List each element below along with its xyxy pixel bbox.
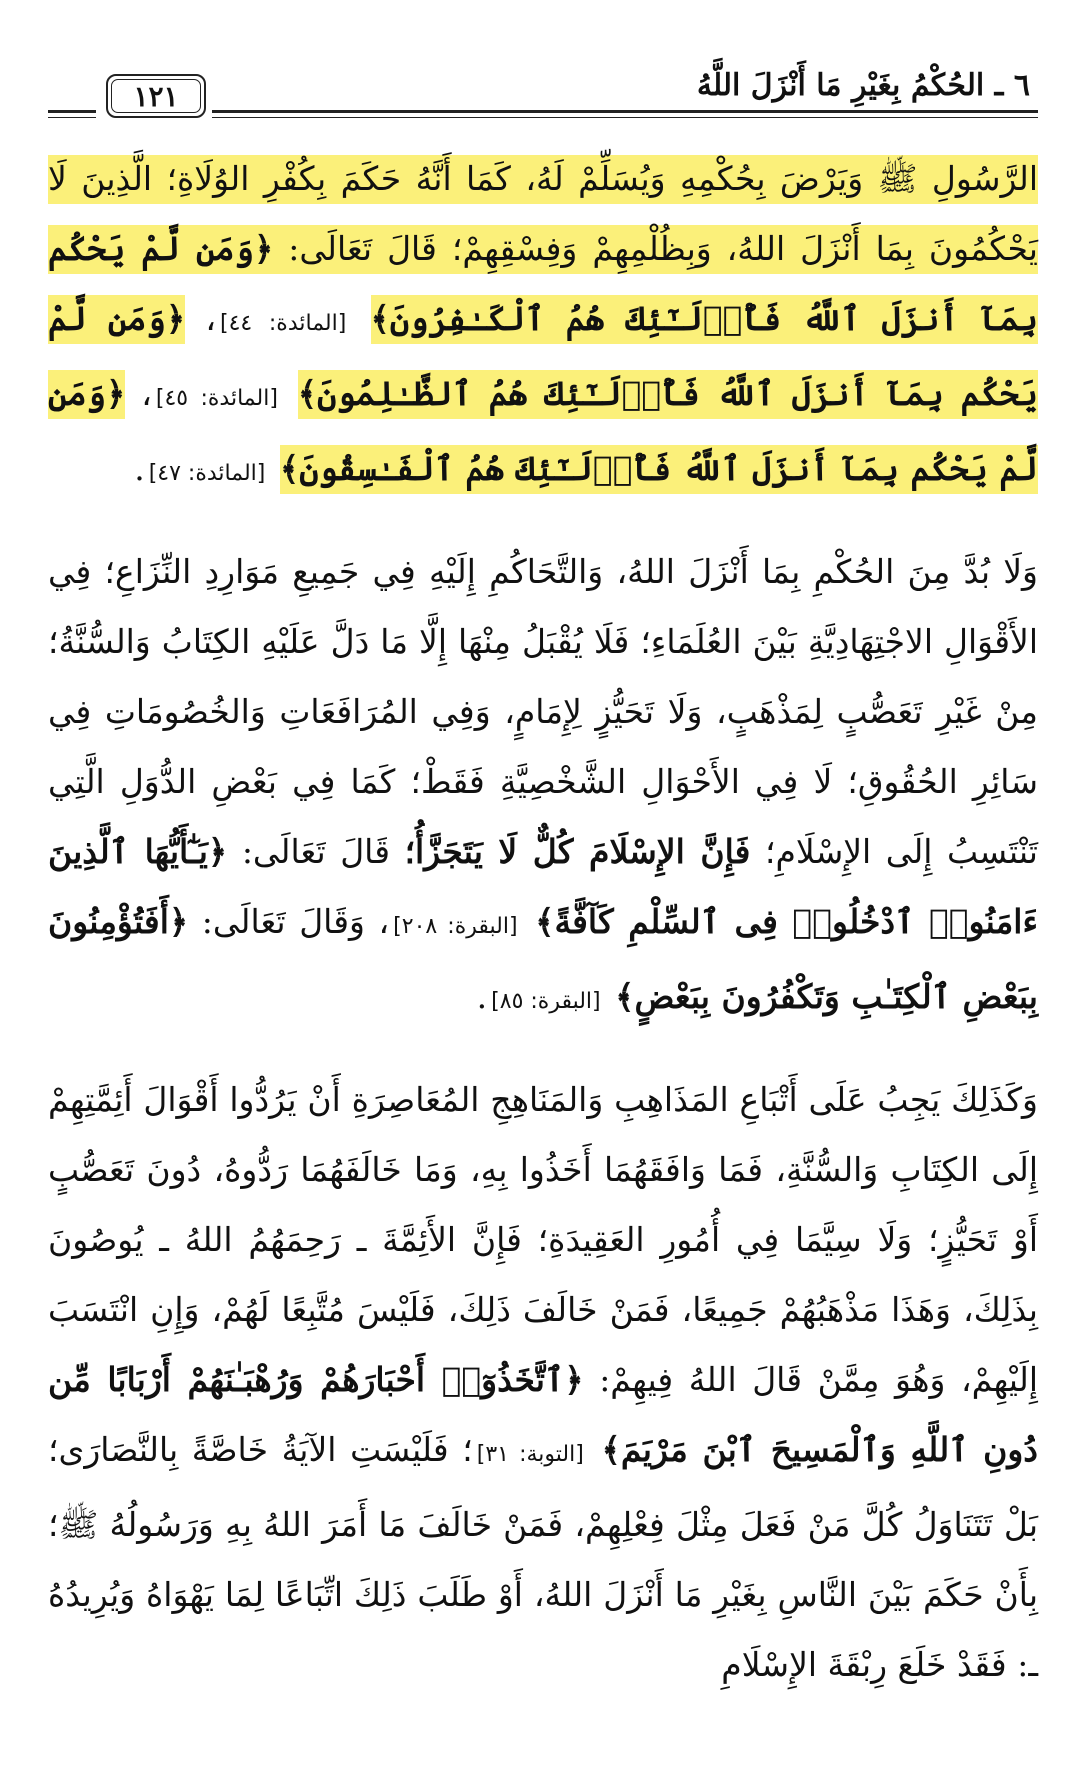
paragraph-text: وَقَالَ تَعَالَى: — [201, 902, 365, 941]
quran-verse: ﴿وَمَن لَّمْ يَحْكُم بِمَآ أَنزَلَ ٱللَّهُ فَأُو۟لَـٰٓئِكَ هُمُ ٱلْكَـٰفِرُونَ﴾ — [48, 229, 1038, 338]
quran-verse: ﴿وَمَن لَّمْ يَحْكُم بِمَآ أَنزَلَ ٱللَّهُ فَأُو۟لَـٰٓئِكَ هُمُ ٱلْفَـٰسِقُونَ﴾ — [48, 374, 1038, 488]
page-number-frame — [106, 74, 206, 118]
paragraph-text: الرَّسُولِ ﷺ وَيَرْضَ بِحُكْمِهِ وَيُسَلِّمْ لَهُ، كَمَا أَنَّهُ حَكَمَ بِكُفْرِ الوُلَاةِ؛ الَّذِينَ لَا يَحْكُمُونَ بِمَا أَنْزَلَ اللهُ، وَبِظُلْمِهِمْ وَفِسْقِهِمْ؛ قَالَ تَعَالَى: — [48, 159, 1038, 268]
paragraph-text: قَالَ تَعَالَى: — [241, 832, 391, 871]
paragraph-3 — [48, 1065, 1038, 1700]
verse-reference: [المائدة: ٤٧] — [148, 461, 266, 486]
quran-verse: ﴿وَمَن لَّمْ يَحْكُم بِمَآ أَنزَلَ ٱللَّهُ فَأُو۟لَـٰٓئِكَ هُمُ ٱلظَّـٰلِمُونَ﴾ — [48, 299, 1039, 413]
paragraph-text: وَكَذَلِكَ يَجِبُ عَلَى أَتْبَاعِ المَذَاهِبِ وَالمَنَاهِجِ المُعَاصِرَةِ أَنْ يَرُدُّوا أَقْوَالَ أَئِمَّتِهِمْ إِلَى الكِتَابِ وَالسُّنَّةِ، فَمَا وَافَقَهُمَا أَخَذُوا بِهِ، وَمَا خَالَفَهُمَا رَدُّوهُ، دُونَ تَعَصُّبٍ أَوْ تَحَيُّزٍ؛ وَلَا سِيَّمَا فِي أُمُورِ العَقِيدَةِ؛ فَإِنَّ الأَئِمَّةَ ـ رَحِمَهُمُ اللهُ ـ يُوصُونَ بِذَلِكَ، وَهَذَا مَذْهَبُهُمْ جَمِيعًا، فَمَنْ خَالَفَ ذَلِكَ، فَلَيْسَ مُتَّبِعًا لَهُمْ، وَإِنِ انْتَسَبَ إِلَيْهِمْ، وَهُوَ مِمَّنْ قَالَ اللهُ فِيهِمْ: — [48, 1080, 1039, 1399]
quran-verse: ﴿أَفَتُؤْمِنُونَ بِبَعْضِ ٱلْكِتَـٰبِ وَتَكْفُرُونَ بِبَعْضٍ﴾ — [48, 902, 1038, 1016]
header-rule-thin — [212, 117, 1038, 118]
verse-reference: [المائدة: ٤٤] — [220, 311, 347, 336]
book-page — [48, 62, 1038, 1742]
verse-reference: [البقرة: ٢٠٨] — [393, 914, 518, 939]
header-rule-left — [48, 110, 96, 113]
verse-reference: [البقرة: ٨٥] — [491, 989, 601, 1014]
paragraph-2: وَلَا بُدَّ مِنَ الحُكْمِ بِمَا أَنْزَلَ اللهُ، وَالتَّحَاكُمِ إِلَيْهِ فِي جَمِيعِ مَوَارِدِ النِّزَاعِ؛ فِي الأَقْوَالِ الاجْتِهَادِيَّةِ بَيْنَ العُلَمَاءِ؛ فَلَا يُقْبَلُ مِنْهَا إِلَّا مَا دَلَّ عَلَيْهِ الكِتَابُ وَالسُّنَّةُ؛ مِنْ غَيْرِ تَعَصُّبٍ لِمَذْهَبٍ، وَلَا تَحَيُّزٍ لِإِمَامٍ، وَفِي المُرَافَعَاتِ وَالخُصُومَاتِ فِي سَائِرِ الحُقُوقِ؛ لَا فِي الأَحْوَالِ الشَّخْصِيَّةِ فَقَطْ؛ كَمَا فِي بَعْضِ الدُّوَلِ الَّتِي تَنْتَسِبُ إِلَى الإِسْلَامِ؛ فَإِنَّ الإِسْلَامَ كُلٌّ لَا يَتَجَزَّأُ؛ قَالَ تَعَالَى: ﴿يَـٰٓأَيُّهَا ٱلَّذِينَ ءَامَنُوا۟ ٱدْخُلُوا۟ فِى ٱلسِّلْمِ كَآفَّةً﴾ [البقرة: ٢٠٨]، وَقَالَ تَعَالَى: ﴿أَفَتُؤْمِنُونَ بِبَعْضِ ٱلْكِتَـٰبِ وَتَكْفُرُونَ بِبَعْضٍ﴾ [البقرة: ٨٥]. — [48, 552, 1038, 1016]
page-header — [48, 62, 1038, 126]
verse-reference: [المائدة: ٤٥] — [155, 386, 278, 411]
paragraph-1: الرَّسُولِ ﷺ وَيَرْضَ بِحُكْمِهِ وَيُسَلِّمْ لَهُ، كَمَا أَنَّهُ حَكَمَ بِكُفْرِ الوُلَاةِ؛ الَّذِينَ لَا يَحْكُمُونَ بِمَا أَنْزَلَ اللهُ، وَبِظُلْمِهِمْ وَفِسْقِهِمْ؛ قَالَ تَعَالَى: ﴿وَمَن لَّمْ يَحْكُم بِمَآ أَنزَلَ ٱللَّهُ فَأُو۟لَـٰٓئِكَ هُمُ ٱلْكَـٰفِرُونَ﴾ [المائدة: ٤٤]، ﴿وَمَن لَّمْ يَحْكُم بِمَآ أَنزَلَ ٱللَّهُ فَأُو۟لَـٰٓئِكَ هُمُ ٱلظَّـٰلِمُونَ﴾ [المائدة: ٤٥]، ﴿وَمَن لَّمْ يَحْكُم بِمَآ أَنزَلَ ٱللَّهُ فَأُو۟لَـٰٓئِكَ هُمُ ٱلْفَـٰسِقُونَ﴾ [المائدة: ٤٧]. — [48, 144, 1038, 509]
chapter-title: ٦ ـ الحُكْمُ بِغَيْرِ مَا أَنْزَلَ اللَّهُ — [696, 68, 1030, 103]
header-rule-left-thin — [48, 117, 96, 118]
verse-reference: [التوبة: ٣١] — [476, 1442, 584, 1467]
page-number: ١٢١ — [133, 79, 179, 113]
paragraph-text: وَلَا بُدَّ مِنَ الحُكْمِ بِمَا أَنْزَلَ اللهُ، وَالتَّحَاكُمِ إِلَيْهِ فِي جَمِيعِ مَوَارِدِ النِّزَاعِ؛ فِي الأَقْوَالِ الاجْتِهَادِيَّةِ بَيْنَ العُلَمَاءِ؛ فَلَا يُقْبَلُ مِنْهَا إِلَّا مَا دَلَّ عَلَيْهِ الكِتَابُ وَالسُّنَّةُ؛ مِنْ غَيْرِ تَعَصُّبٍ لِمَذْهَبٍ، وَلَا تَحَيُّزٍ لِإِمَامٍ، وَفِي المُرَافَعَاتِ وَالخُصُومَاتِ فِي سَائِرِ الحُقُوقِ؛ لَا فِي الأَحْوَالِ الشَّخْصِيَّةِ فَقَطْ؛ كَمَا فِي بَعْضِ الدُّوَلِ الَّتِي تَنْتَسِبُ إِلَى الإِسْلَامِ؛ — [48, 552, 1038, 871]
quran-verse: ﴿يَـٰٓأَيُّهَا ٱلَّذِينَ ءَامَنُوا۟ ٱدْخُلُوا۟ فِى ٱلسِّلْمِ كَآفَّةً﴾ — [48, 832, 1038, 941]
highlighted-passage — [48, 155, 1038, 344]
paragraph-text: ؛ فَلَيْسَتِ الآيَةُ خَاصَّةً بِالنَّصَارَى؛ بَلْ تَتَنَاوَلُ كُلَّ مَنْ فَعَلَ مِثْلَ فِعْلِهِمْ، فَمَنْ خَالَفَ مَا أَمَرَ اللهُ بِهِ وَرَسُولُهُ ﷺ؛ بِأَنْ حَكَمَ بَيْنَ النَّاسِ بِغَيْرِ مَا أَنْزَلَ اللهُ، أَوْ طَلَبَ ذَلِكَ اتِّبَاعًا لِمَا يَهْوَاهُ وَيُرِيدُهُ ـ: فَقَدْ خَلَعَ رِبْقَةَ الإِسْلَامِ — [48, 1430, 1038, 1684]
bold-phrase: فَإِنَّ الإِسْلَامَ كُلٌّ لَا يَتَجَزَّأُ؛ — [404, 832, 751, 871]
header-rule — [212, 110, 1038, 113]
quran-verse: ﴿ٱتَّخَذُوٓا۟ أَحْبَارَهُمْ وَرُهْبَـٰنَهُمْ أَرْبَابًا مِّن دُونِ ٱللَّهِ وَٱلْمَسِيحَ ٱبْنَ مَرْيَمَ﴾ — [48, 1360, 1038, 1469]
